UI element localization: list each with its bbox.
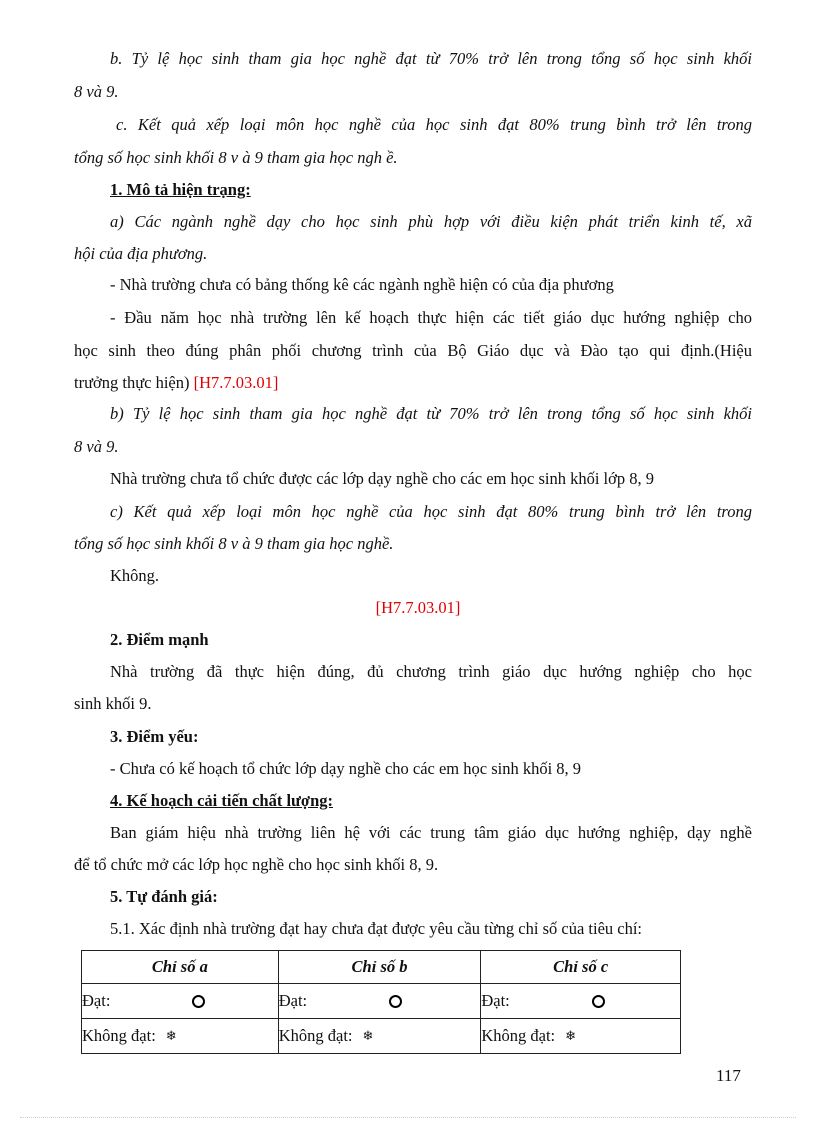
- circle-icon[interactable]: [389, 995, 402, 1008]
- khong-dat-label: Không đạt:: [278, 1026, 353, 1045]
- snowflake-icon[interactable]: ❄: [165, 1028, 177, 1043]
- text-line: c) Kết quả xếp loại môn học nghề của học sinh đạt 80% trung bình trở lên trong: [110, 502, 752, 521]
- table-row: [82, 1019, 681, 1054]
- text-line: c. Kết quả xếp loại môn học nghề của học sinh đạt 80% trung bình trở lên trong: [116, 115, 752, 134]
- evidence-reference: [H7.7.03.01]: [375, 598, 461, 617]
- table-cell: [278, 1019, 481, 1054]
- text-line: sinh khối 9.: [74, 694, 152, 713]
- khong-dat-label: Không đạt:: [82, 1026, 156, 1045]
- table-header-row: [82, 951, 681, 984]
- snowflake-icon[interactable]: ❄: [362, 1028, 374, 1043]
- table-row: [82, 984, 681, 1019]
- text-line: Nhà trường đã thực hiện đúng, đủ chương trình giáo dục hướng nghiệp cho học: [110, 662, 752, 681]
- dat-label: Đạt:: [82, 991, 111, 1010]
- circle-icon[interactable]: [592, 995, 605, 1008]
- text-line: a) Các ngành nghề dạy cho học sinh phù hợp với điều kiện phát triển kinh tế, xã: [110, 212, 752, 231]
- text-line: để tổ chức mở các lớp học nghề cho học sinh khối 8, 9.: [74, 855, 439, 874]
- snowflake-icon[interactable]: ❄: [565, 1028, 577, 1043]
- heading-text: 1. Mô tả hiện trạng:: [110, 180, 251, 199]
- text-line: 8 và 9.: [74, 82, 119, 101]
- text-line: tổng số học sinh khối 8 v à 9 tham gia học ngh ề.: [74, 148, 398, 167]
- dat-label: Đạt:: [278, 991, 308, 1010]
- khong-dat-label: Không đạt:: [481, 1026, 556, 1045]
- text-line: 5.1. Xác định nhà trường đạt hay chưa đạt được yêu cầu từng chỉ số của tiêu chí:: [110, 919, 643, 938]
- dat-label: Đạt:: [481, 991, 510, 1010]
- table-cell: [481, 1019, 681, 1054]
- section-heading: 3. Điểm yếu:: [110, 727, 199, 746]
- column-header: Chỉ số c: [481, 951, 681, 984]
- section-heading: [110, 179, 752, 201]
- text-line: - Chưa có kế hoạch tổ chức lớp dạy nghề cho các em học sinh khối 8, 9: [110, 759, 582, 778]
- text-line: Không.: [110, 566, 160, 585]
- text-span: trưởng thực hiện): [74, 373, 190, 392]
- table-cell: [82, 984, 279, 1019]
- text-line: tổng số học sinh khối 8 v à 9 tham gia học nghề.: [74, 534, 394, 553]
- section-heading: 5. Tự đánh giá:: [110, 887, 218, 906]
- page-number: 117: [716, 1066, 741, 1085]
- text-line: Nhà trường chưa tổ chức được các lớp dạy nghề cho các em học sinh khối lớp 8, 9: [110, 469, 654, 488]
- heading-text: 4. Kế hoạch cải tiến chất lượng:: [110, 791, 333, 810]
- text-line: b. Tỷ lệ học sinh tham gia học nghề đạt từ 70% trở lên trong tổng số học sinh khối: [110, 49, 752, 68]
- evidence-reference: [H7.7.03.01]: [193, 373, 279, 392]
- text-line: hội của địa phương.: [74, 244, 208, 263]
- table-cell: [82, 1019, 279, 1054]
- text-line: Ban giám hiệu nhà trường liên hệ với các trung tâm giáo dục hướng nghiệp, dạy nghề: [110, 823, 752, 842]
- text-line: - Đầu năm học nhà trường lên kế hoạch thực hiện các tiết giáo dục hướng nghiệp cho: [110, 308, 752, 327]
- column-header: Chỉ số a: [82, 951, 279, 984]
- criteria-table: [81, 950, 681, 1054]
- text-line: học sinh theo đúng phân phối chương trình của Bộ Giáo dục và Đào tạo qui định.(Hiệu: [74, 341, 752, 360]
- circle-icon[interactable]: [192, 995, 205, 1008]
- section-heading: [110, 790, 752, 812]
- column-header: Chỉ số b: [278, 951, 481, 984]
- table-cell: [278, 984, 481, 1019]
- text-line: b) Tỷ lệ học sinh tham gia học nghề đạt từ 70% trở lên trong tổng số học sinh khối: [110, 404, 752, 423]
- footer-divider: [20, 1117, 796, 1118]
- section-heading: 2. Điểm mạnh: [110, 630, 209, 649]
- text-line: 8 và 9.: [74, 437, 119, 456]
- text-line: - Nhà trường chưa có bảng thống kê các ngành nghề hiện có của địa phương: [110, 275, 614, 294]
- table-cell: [481, 984, 681, 1019]
- text-line: [74, 372, 752, 394]
